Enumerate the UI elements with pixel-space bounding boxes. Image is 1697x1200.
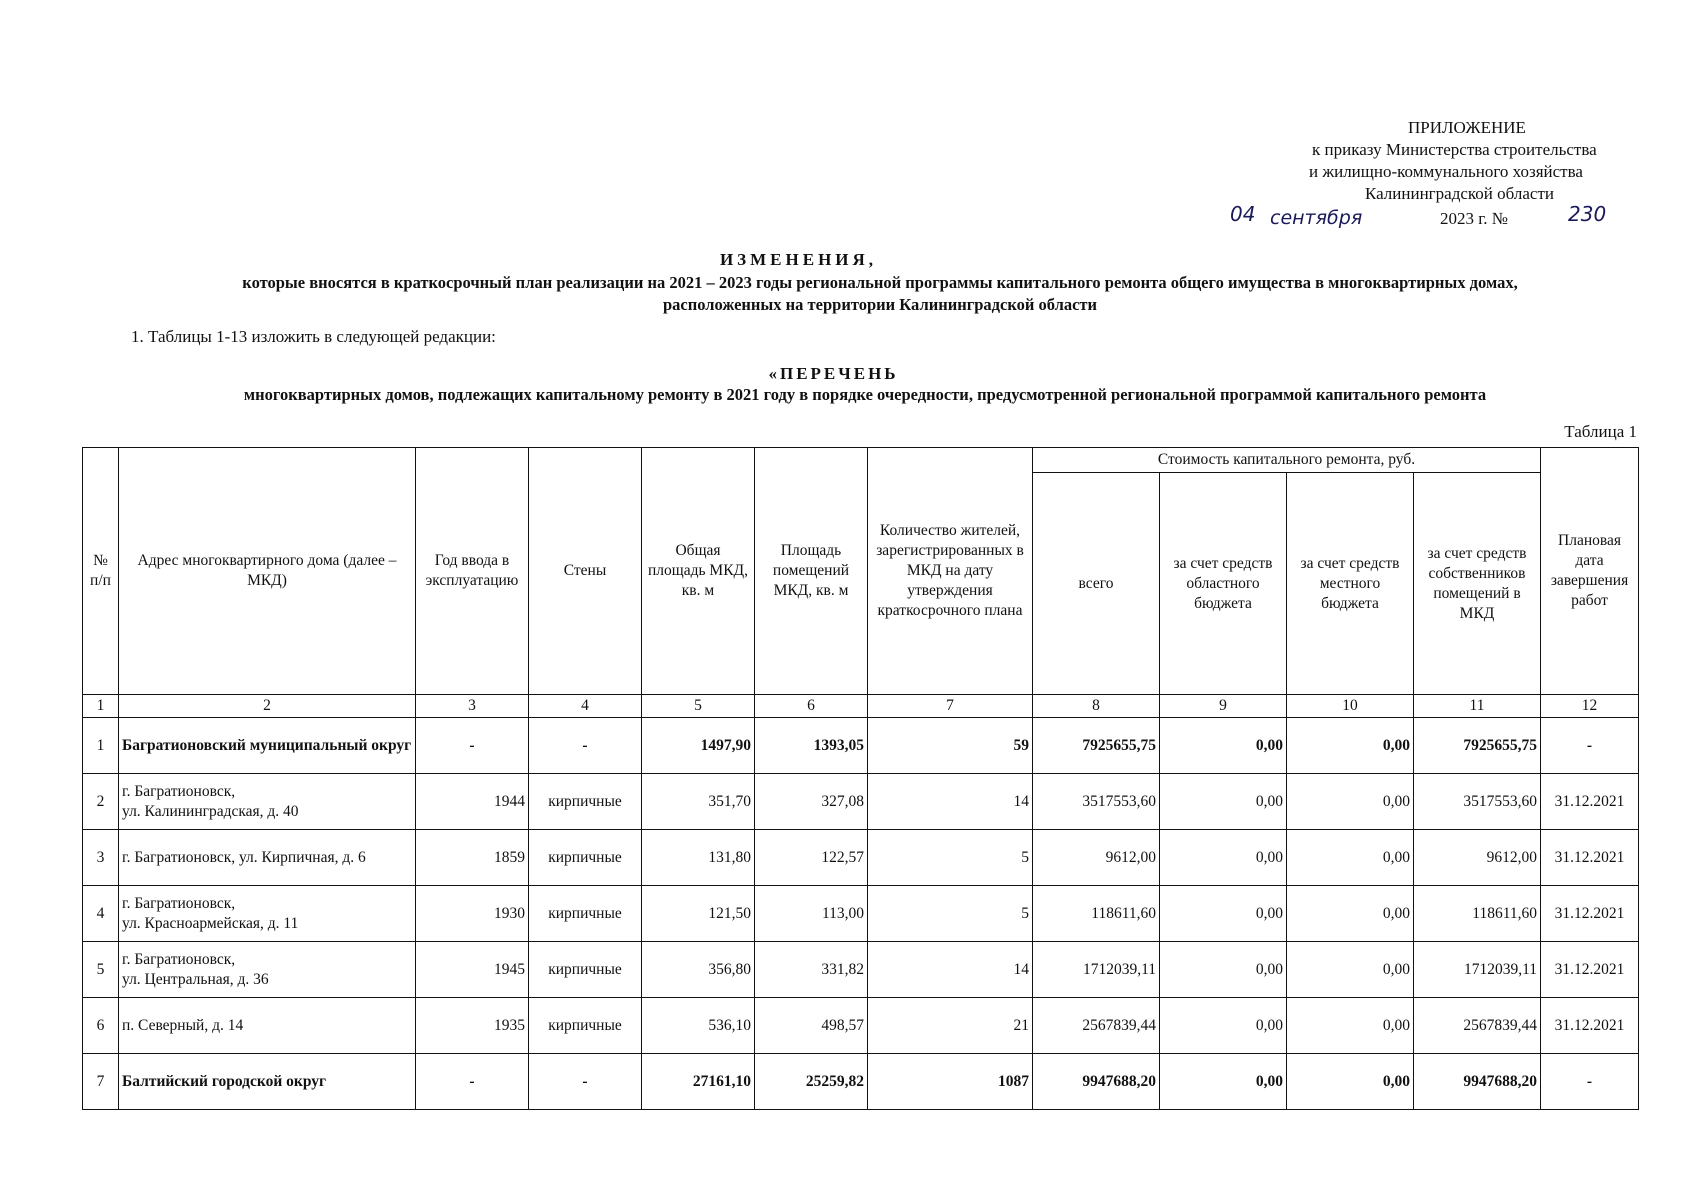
row-number: 7 (83, 1054, 119, 1110)
row-number: 1 (83, 718, 119, 774)
row-residents: 21 (868, 998, 1033, 1054)
row-completion: 31.12.2021 (1541, 942, 1639, 998)
header-premises-area: Площадь помещений МКД, кв. м (755, 448, 868, 695)
handwritten-month: сентября (1270, 207, 1363, 229)
row-cost-total: 3517553,60 (1033, 774, 1160, 830)
row-walls: кирпичные (529, 886, 642, 942)
row-completion: 31.12.2021 (1541, 998, 1639, 1054)
header-residents: Количество жителей, зарегистрированных в МКД на дату утверждения краткосрочного плана (868, 448, 1033, 695)
row-number: 6 (83, 998, 119, 1054)
row-year: 1859 (416, 830, 529, 886)
row-total-area: 1497,90 (642, 718, 755, 774)
row-walls: кирпичные (529, 774, 642, 830)
row-cost-owners: 7925655,75 (1414, 718, 1541, 774)
header-cost-total: всего (1033, 473, 1160, 695)
date-year-text: 2023 г. № (1440, 209, 1509, 228)
header-address: Адрес многоквартирного дома (далее – МКД) (119, 448, 416, 695)
row-address: Багратионовский муниципальный округ (119, 718, 416, 774)
row-cost-local: 0,00 (1287, 998, 1414, 1054)
column-number: 9 (1160, 695, 1287, 718)
row-number: 4 (83, 886, 119, 942)
row-premises-area: 331,82 (755, 942, 868, 998)
table-row (83, 774, 1639, 830)
row-cost-local: 0,00 (1287, 942, 1414, 998)
row-cost-regional: 0,00 (1160, 774, 1287, 830)
row-year: 1944 (416, 774, 529, 830)
row-year: 1935 (416, 998, 529, 1054)
row-cost-owners: 2567839,44 (1414, 998, 1541, 1054)
table-body (83, 718, 1639, 1110)
column-number: 6 (755, 695, 868, 718)
header-cost-owners: за счет средств собственников помещений в МКД (1414, 473, 1541, 695)
row-cost-total: 9947688,20 (1033, 1054, 1160, 1110)
buildings-table (82, 447, 1639, 1110)
row-cost-total: 9612,00 (1033, 830, 1160, 886)
row-completion: - (1541, 1054, 1639, 1110)
column-number: 12 (1541, 695, 1639, 718)
row-cost-regional: 0,00 (1160, 830, 1287, 886)
header-year: Год ввода в эксплуатацию (416, 448, 529, 695)
header-completion: Плановая дата завершения работ (1541, 448, 1639, 695)
row-cost-local: 0,00 (1287, 718, 1414, 774)
annex-date (1230, 202, 1670, 235)
row-number: 5 (83, 942, 119, 998)
row-cost-local: 0,00 (1287, 1054, 1414, 1110)
row-cost-local: 0,00 (1287, 886, 1414, 942)
row-cost-regional: 0,00 (1160, 1054, 1287, 1110)
row-cost-local: 0,00 (1287, 774, 1414, 830)
annex-line-1: к приказу Министерства строительства (1312, 140, 1597, 159)
row-cost-owners: 118611,60 (1414, 886, 1541, 942)
header-cost-group: Стоимость капитального ремонта, руб. (1033, 448, 1541, 473)
column-number-row (83, 695, 1639, 718)
row-total-area: 536,10 (642, 998, 755, 1054)
column-number: 5 (642, 695, 755, 718)
row-residents: 14 (868, 942, 1033, 998)
row-premises-area: 25259,82 (755, 1054, 868, 1110)
row-cost-regional: 0,00 (1160, 886, 1287, 942)
handwritten-order-number: 230 (1568, 202, 1607, 226)
row-walls: - (529, 1054, 642, 1110)
row-completion: 31.12.2021 (1541, 886, 1639, 942)
column-number: 4 (529, 695, 642, 718)
row-address: г. Багратионовск, ул. Красноармейская, д. 11 (119, 886, 416, 942)
row-cost-total: 2567839,44 (1033, 998, 1160, 1054)
table-row (83, 998, 1639, 1054)
table-row (83, 886, 1639, 942)
column-number: 7 (868, 695, 1033, 718)
header-cost-regional: за счет средств областного бюджета (1160, 473, 1287, 695)
row-total-area: 27161,10 (642, 1054, 755, 1110)
table-row (83, 942, 1639, 998)
row-walls: кирпичные (529, 830, 642, 886)
row-address: г. Багратионовск, ул. Кирпичная, д. 6 (119, 830, 416, 886)
row-cost-regional: 0,00 (1160, 998, 1287, 1054)
row-year: - (416, 1054, 529, 1110)
row-residents: 1087 (868, 1054, 1033, 1110)
row-address: г. Багратионовск, ул. Центральная, д. 36 (119, 942, 416, 998)
row-cost-owners: 3517553,60 (1414, 774, 1541, 830)
row-cost-owners: 9612,00 (1414, 830, 1541, 886)
row-year: - (416, 718, 529, 774)
column-number: 11 (1414, 695, 1541, 718)
header-total-area: Общая площадь МКД, кв. м (642, 448, 755, 695)
annex-line-2: и жилищно-коммунального хозяйства (1309, 162, 1583, 181)
list-subtitle: многоквартирных домов, подлежащих капитальному ремонту в 2021 году в порядке очередности, предусмотренной региональной программой капитального ремонта (243, 385, 1487, 404)
annex-block (1280, 117, 1660, 205)
row-premises-area: 1393,05 (755, 718, 868, 774)
row-completion: 31.12.2021 (1541, 774, 1639, 830)
row-residents: 59 (868, 718, 1033, 774)
handwritten-day: 04 (1230, 202, 1256, 226)
row-cost-total: 1712039,11 (1033, 942, 1160, 998)
row-total-area: 131,80 (642, 830, 755, 886)
row-completion: 31.12.2021 (1541, 830, 1639, 886)
row-total-area: 351,70 (642, 774, 755, 830)
row-walls: - (529, 718, 642, 774)
row-residents: 14 (868, 774, 1033, 830)
row-premises-area: 498,57 (755, 998, 868, 1054)
document-subtitle: которые вносятся в краткосрочный план реализации на 2021 – 2023 годы региональной программы капитального ремонта общего имущества в многоквартирных домах, расположенных на территории Калининградской области (242, 273, 1518, 314)
row-total-area: 121,50 (642, 886, 755, 942)
row-premises-area: 327,08 (755, 774, 868, 830)
row-residents: 5 (868, 830, 1033, 886)
row-cost-local: 0,00 (1287, 830, 1414, 886)
header-cost-local: за счет средств местного бюджета (1287, 473, 1414, 695)
column-number: 8 (1033, 695, 1160, 718)
row-completion: - (1541, 718, 1639, 774)
list-title: «ПЕРЕЧЕНЬ (768, 364, 899, 383)
column-number: 3 (416, 695, 529, 718)
row-total-area: 356,80 (642, 942, 755, 998)
row-premises-area: 113,00 (755, 886, 868, 942)
row-cost-total: 7925655,75 (1033, 718, 1160, 774)
row-cost-owners: 9947688,20 (1414, 1054, 1541, 1110)
row-residents: 5 (868, 886, 1033, 942)
column-number: 10 (1287, 695, 1414, 718)
row-address: п. Северный, д. 14 (119, 998, 416, 1054)
table-row (83, 830, 1639, 886)
annex-title: ПРИЛОЖЕНИЕ (1408, 118, 1526, 137)
row-number: 2 (83, 774, 119, 830)
header-num: № п/п (83, 448, 119, 695)
row-cost-total: 118611,60 (1033, 886, 1160, 942)
row-year: 1945 (416, 942, 529, 998)
document-title: ИЗМЕНЕНИЯ, (719, 250, 878, 269)
row-number: 3 (83, 830, 119, 886)
table-label: Таблица 1 (1564, 422, 1637, 441)
row-address: г. Багратионовск, ул. Калининградская, д. 40 (119, 774, 416, 830)
row-walls: кирпичные (529, 998, 642, 1054)
row-cost-owners: 1712039,11 (1414, 942, 1541, 998)
paragraph-1: 1. Таблицы 1-13 изложить в следующей редакции: (131, 327, 496, 346)
table-row (83, 1054, 1639, 1110)
table-row (83, 718, 1639, 774)
column-number: 1 (83, 695, 119, 718)
column-number: 2 (119, 695, 416, 718)
row-premises-area: 122,57 (755, 830, 868, 886)
row-address: Балтийский городской округ (119, 1054, 416, 1110)
row-year: 1930 (416, 886, 529, 942)
row-walls: кирпичные (529, 942, 642, 998)
row-cost-regional: 0,00 (1160, 718, 1287, 774)
annex-line-3: Калининградской области (1365, 184, 1554, 203)
row-cost-regional: 0,00 (1160, 942, 1287, 998)
header-walls: Стены (529, 448, 642, 695)
